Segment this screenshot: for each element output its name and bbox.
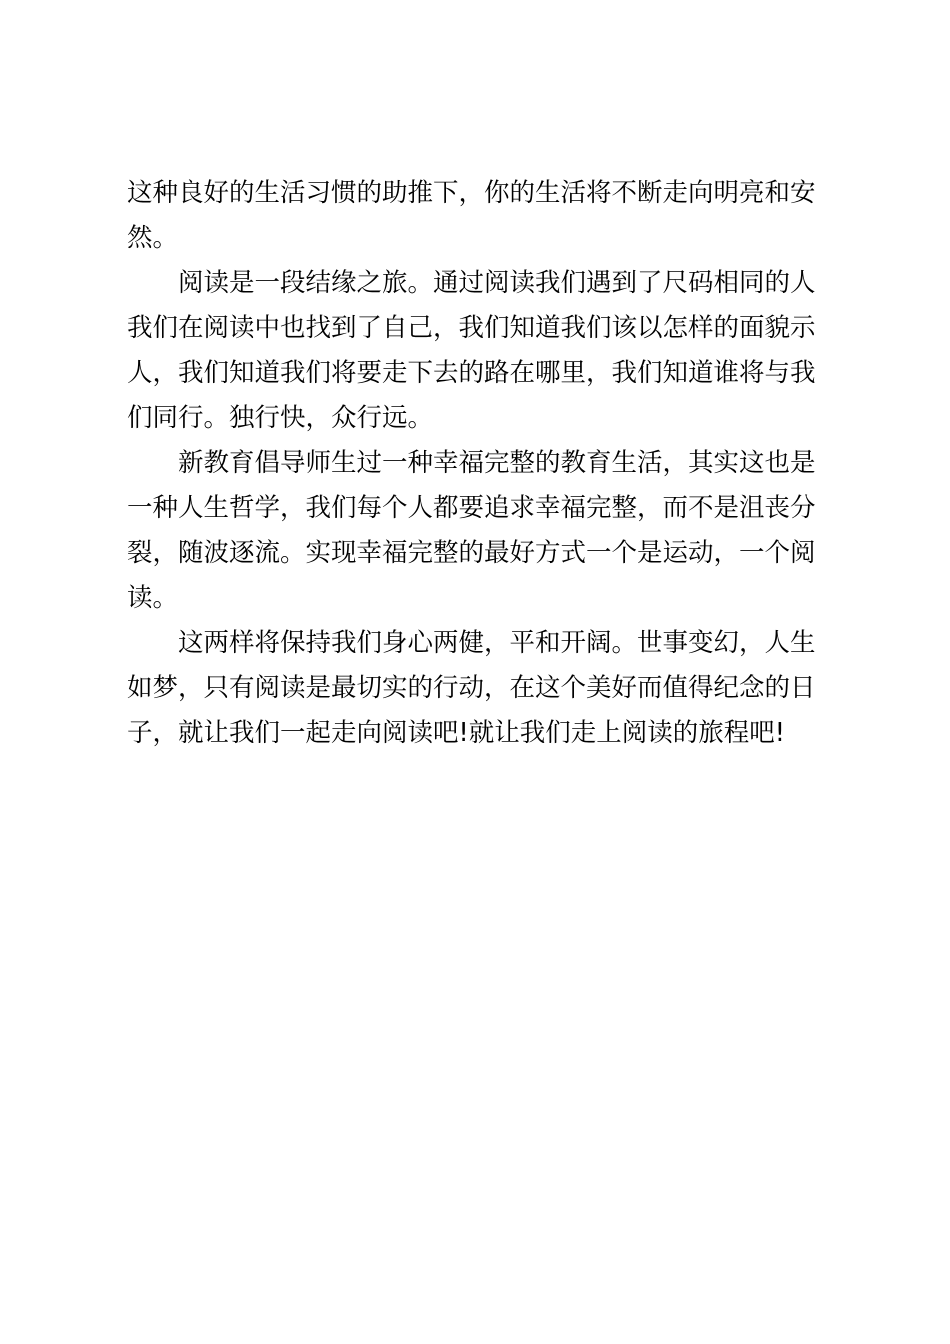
- document-body: [127, 171, 832, 756]
- paragraph-line: 一种人生哲学，我们每个人都要追求幸福完整，而不是沮丧分: [127, 493, 816, 523]
- paragraph-line: 如梦，只有阅读是最切实的行动，在这个美好而值得纪念的日: [127, 673, 816, 703]
- paragraph-line: 读。: [127, 583, 179, 613]
- paragraph-line: 这种良好的生活习惯的助推下，你的生活将不断走向明亮和安: [127, 178, 816, 208]
- paragraph-line: 这两样将保持我们身心两健，平和开阔。世事变幻，人生: [178, 628, 816, 658]
- paragraph-line: 们同行。独行快，众行远。: [127, 403, 434, 433]
- paragraph-line: 我们在阅读中也找到了自己，我们知道我们该以怎样的面貌示: [127, 313, 816, 343]
- paragraph-line: 然。: [127, 223, 179, 253]
- paragraph-2: [127, 261, 832, 441]
- paragraph-line: 人，我们知道我们将要走下去的路在哪里，我们知道谁将与我: [127, 358, 816, 388]
- paragraph-line: 阅读是一段结缘之旅。通过阅读我们遇到了尺码相同的人: [178, 268, 816, 298]
- paragraph-3: [127, 441, 832, 621]
- paragraph-line: 子，就让我们一起走向阅读吧!就让我们走上阅读的旅程吧!: [127, 718, 785, 748]
- paragraph-line: 裂，随波逐流。实现幸福完整的最好方式一个是运动，一个阅: [127, 538, 816, 568]
- paragraph-1: [127, 171, 832, 261]
- paragraph-4: [127, 621, 832, 756]
- paragraph-line: 新教育倡导师生过一种幸福完整的教育生活，其实这也是: [178, 448, 816, 478]
